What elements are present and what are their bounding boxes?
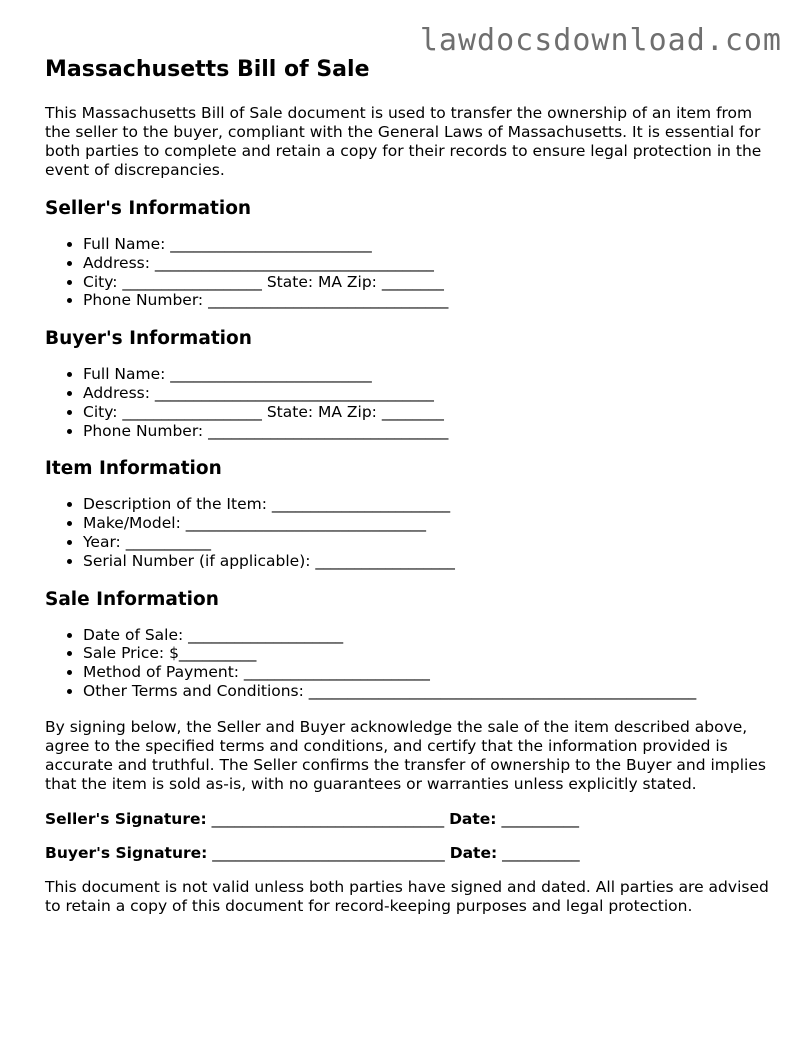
other-terms-field: • Other Terms and Conditions: __________________________________________________ (83, 682, 775, 701)
buyer-full-name-field: • Full Name: __________________________ (83, 365, 775, 384)
sale-field-list (45, 626, 775, 701)
buyer-signature-blank: ______________________________ (207, 843, 450, 862)
payment-method-field: • Method of Payment: ________________________ (83, 663, 775, 682)
closing-paragraph: This document is not valid unless both parties have signed and dated. All parties are advised to retain a copy of this document for record-keeping purposes and legal protection. (45, 877, 769, 915)
buyer-date-blank: __________ (497, 843, 580, 862)
document-title: Massachusetts Bill of Sale (45, 57, 370, 82)
seller-field-list (45, 235, 775, 310)
sale-date-field: • Date of Sale: ____________________ (83, 626, 775, 645)
seller-date-blank: __________ (496, 809, 579, 828)
buyer-phone-field: • Phone Number: _______________________________ (83, 422, 775, 441)
sale-price-field: • Sale Price: $__________ (83, 644, 775, 663)
buyer-signature-label: Buyer's Signature: (45, 843, 208, 862)
item-make-model-field: • Make/Model: _______________________________ (83, 514, 775, 533)
seller-signature-label: Seller's Signature: (45, 809, 207, 828)
seller-phone-field: • Phone Number: _______________________________ (83, 291, 775, 310)
intro-paragraph: This Massachusetts Bill of Sale document is used to transfer the ownership of an item from the seller to the buyer, compliant with the General Laws of Massachusetts. It is essential for both parties to complete and retain a copy for their records to ensure legal protection in the event of discrepancies. (45, 104, 762, 179)
buyer-city-state-zip-field: • City: __________________ State: MA Zip: ________ (83, 403, 775, 422)
buyer-date-label: Date: (449, 843, 498, 862)
buyer-address-field: • Address: ____________________________________ (83, 384, 775, 403)
buyer-field-list (45, 365, 775, 440)
sale-heading: Sale Information (45, 588, 219, 610)
seller-city-state-zip-field: • City: __________________ State: MA Zip: ________ (83, 273, 775, 292)
acknowledgement-paragraph: By signing below, the Seller and Buyer acknowledge the sale of the item described above, agree to the specified terms and conditions, and certify that the information provided is accurate and truthful. The Seller confirms the transfer of ownership to the Buyer and implies that the item is sold as-is, with no guarantees or warranties unless explicitly stated. (45, 717, 766, 793)
seller-full-name-field: • Full Name: __________________________ (83, 235, 775, 254)
buyer-signature-line (45, 844, 775, 863)
document-page (45, 56, 775, 916)
seller-signature-blank: ______________________________ (206, 809, 450, 828)
item-field-list (45, 495, 775, 570)
seller-date-label: Date: (449, 809, 497, 828)
seller-address-field: • Address: ____________________________________ (83, 254, 775, 273)
item-serial-number-field: • Serial Number (if applicable): __________________ (83, 552, 775, 571)
seller-signature-line (45, 810, 775, 829)
item-year-field: • Year: ___________ (83, 533, 775, 552)
seller-heading: Seller's Information (45, 198, 252, 219)
item-description-field: • Description of the Item: _______________________ (83, 495, 775, 514)
watermark-text: lawdocsdownload.com (419, 23, 782, 58)
item-heading: Item Information (45, 458, 222, 480)
buyer-heading: Buyer's Information (45, 328, 252, 350)
